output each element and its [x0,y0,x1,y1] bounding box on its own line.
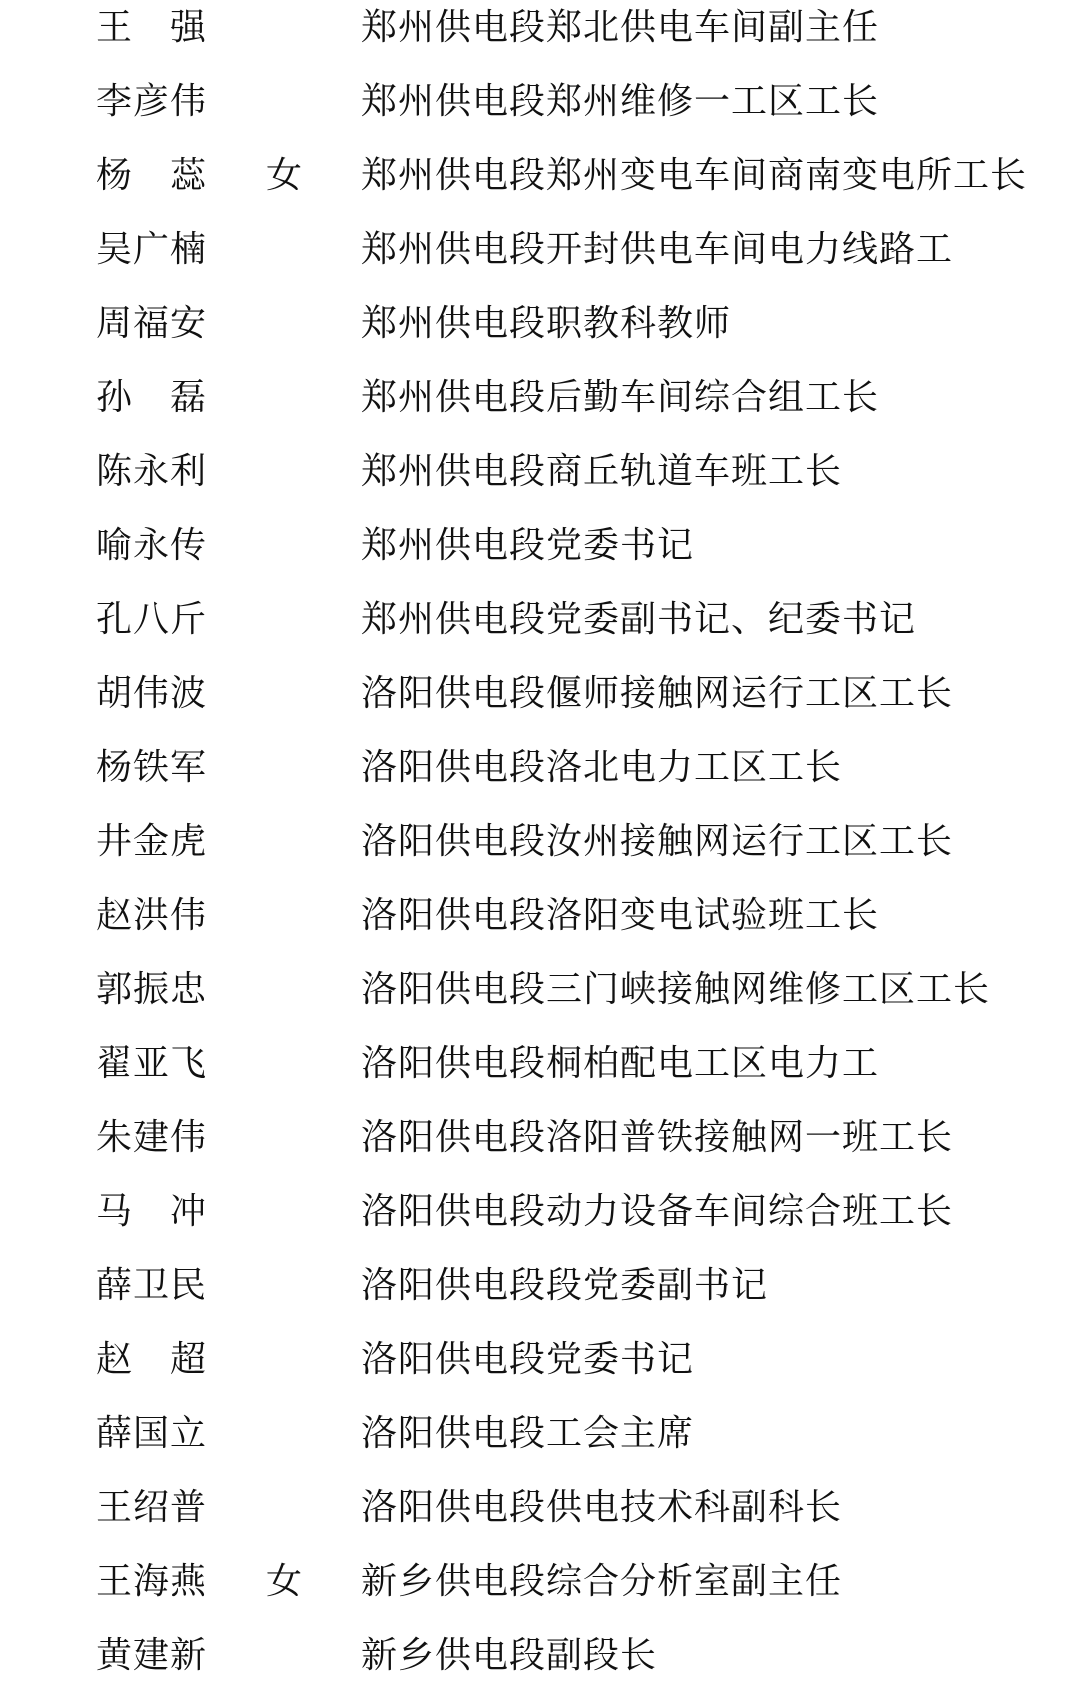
person-title: 洛阳供电段段党委副书记 [361,1265,769,1306]
person-name: 黄建新 [96,1635,208,1676]
person-name: 朱建伟 [96,1117,208,1158]
person-name: 王绍普 [96,1487,208,1528]
person-name: 赵洪伟 [96,895,208,936]
list-item [0,1101,1079,1175]
person-name: 周福安 [96,303,208,344]
person-name: 王海燕 [96,1561,208,1602]
person-name: 孔八斤 [96,599,208,640]
list-item [0,953,1079,1027]
person-title: 郑州供电段郑北供电车间副主任 [361,7,880,48]
person-title: 洛阳供电段三门峡接触网维修工区工长 [361,969,991,1010]
list-item [0,361,1079,435]
person-name: 翟亚飞 [96,1043,208,1084]
person-name: 胡伟波 [96,673,208,714]
person-title: 洛阳供电段洛北电力工区工长 [361,747,843,788]
person-name: 王 强 [96,7,208,48]
person-title: 洛阳供电段桐柏配电工区电力工 [361,1043,880,1084]
person-name: 井金虎 [96,821,208,862]
person-name: 喻永传 [96,525,208,566]
list-item [0,1471,1079,1545]
list-item [0,1027,1079,1101]
list-item [0,731,1079,805]
list-item [0,509,1079,583]
person-name: 薛国立 [96,1413,208,1454]
person-title: 洛阳供电段动力设备车间综合班工长 [361,1191,954,1232]
person-name: 吴广楠 [96,229,208,270]
person-title: 新乡供电段副段长 [361,1635,658,1676]
person-name: 陈永利 [96,451,208,492]
list-item [0,879,1079,953]
person-name: 杨铁军 [96,747,208,788]
person-title: 洛阳供电段党委书记 [361,1339,695,1380]
person-name: 马 冲 [96,1191,208,1232]
list-item [0,1249,1079,1323]
person-name: 赵 超 [96,1339,208,1380]
list-item [0,139,1079,213]
person-name: 杨 蕊 [96,155,208,196]
list-item [0,583,1079,657]
person-title: 郑州供电段职教科教师 [361,303,732,344]
list-item [0,657,1079,731]
list-item [0,1323,1079,1397]
person-title: 郑州供电段郑州变电车间商南变电所工长 [361,155,1028,196]
list-item [0,213,1079,287]
list-item [0,287,1079,361]
person-title: 洛阳供电段供电技术科副科长 [361,1487,843,1528]
person-title: 洛阳供电段汝州接触网运行工区工长 [361,821,954,862]
person-title: 郑州供电段商丘轨道车班工长 [361,451,843,492]
person-title: 郑州供电段郑州维修一工区工长 [361,81,880,122]
list-item [0,65,1079,139]
list-item [0,0,1079,65]
person-title: 洛阳供电段洛阳变电试验班工长 [361,895,880,936]
person-gender: 女 [266,1561,303,1602]
list-item [0,1619,1079,1693]
list-item [0,435,1079,509]
person-title: 郑州供电段开封供电车间电力线路工 [361,229,954,270]
person-title: 新乡供电段综合分析室副主任 [361,1561,843,1602]
person-title: 郑州供电段党委书记 [361,525,695,566]
person-gender: 女 [266,155,303,196]
person-title: 郑州供电段党委副书记、纪委书记 [361,599,917,640]
person-title: 洛阳供电段工会主席 [361,1413,695,1454]
person-title: 洛阳供电段洛阳普铁接触网一班工长 [361,1117,954,1158]
person-name: 薛卫民 [96,1265,208,1306]
person-name: 李彦伟 [96,81,208,122]
person-name: 孙 磊 [96,377,208,418]
person-title: 郑州供电段后勤车间综合组工长 [361,377,880,418]
list-item [0,1545,1079,1619]
person-name: 郭振忠 [96,969,208,1010]
list-item [0,1397,1079,1471]
list-item [0,1175,1079,1249]
person-title: 洛阳供电段偃师接触网运行工区工长 [361,673,954,714]
list-item [0,805,1079,879]
